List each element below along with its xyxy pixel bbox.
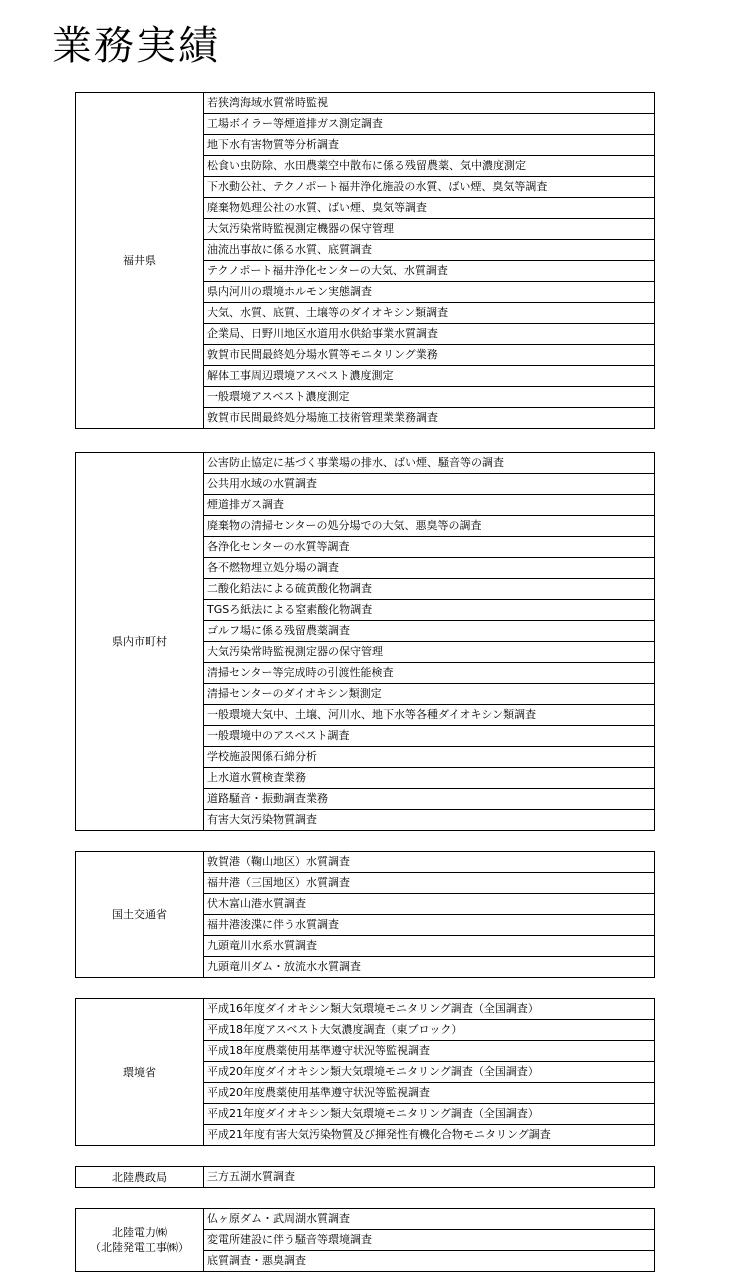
work-item: 一般環境アスベスト濃度測定 (204, 387, 655, 408)
work-item: 煙道排ガス調査 (204, 495, 655, 516)
work-item: 平成18年度農薬使用基準遵守状況等監視調査 (204, 1041, 655, 1062)
work-item: 工場ボイラー等煙道排ガス測定調査 (204, 114, 655, 135)
work-item: 有害大気汚染物質調査 (204, 810, 655, 831)
work-item: 福井港浚渫に伴う水質調査 (204, 915, 655, 936)
work-item: 企業局、日野川地区水道用水供給事業水質調査 (204, 324, 655, 345)
work-item: 解体工事周辺環境アスベスト濃度測定 (204, 366, 655, 387)
work-item: 公共用水域の水質調査 (204, 474, 655, 495)
work-item: 大気汚染常時監視測定機器の保守管理 (204, 219, 655, 240)
work-item: 下水動公社、テクノポート福井浄化施設の水質、ばい煙、臭気等調査 (204, 177, 655, 198)
client-name: 福井県 (76, 93, 204, 429)
client-table (75, 1166, 655, 1188)
client-table (75, 452, 655, 831)
work-item: 一般環境大気中、土壌、河川水、地下水等各種ダイオキシン類調査 (204, 705, 655, 726)
client-table (75, 998, 655, 1146)
work-item: 敦賀市民間最終処分場水質等モニタリング業務 (204, 345, 655, 366)
work-item: 敦賀市民間最終処分場施工技術管理業業務調査 (204, 408, 655, 429)
work-item: 仏ヶ原ダム・武周湖水質調査 (204, 1209, 655, 1230)
client-table (75, 851, 655, 978)
work-item: 廃棄物処理公社の水質、ばい煙、臭気等調査 (204, 198, 655, 219)
work-item: 公害防止協定に基づく事業場の排水、ばい煙、騒音等の調査 (204, 453, 655, 474)
work-item: 変電所建設に伴う騒音等環境調査 (204, 1230, 655, 1251)
work-item: 二酸化鉛法による硫黄酸化物調査 (204, 579, 655, 600)
client-name: 国土交通省 (76, 852, 204, 978)
work-item: 平成21年度ダイオキシン類大気環境モニタリング調査（全国調査） (204, 1104, 655, 1125)
work-item: 廃棄物の清掃センターの処分場での大気、悪臭等の調査 (204, 516, 655, 537)
work-item: 若狭湾海域水質常時監視 (204, 93, 655, 114)
work-item: 平成16年度ダイオキシン類大気環境モニタリング調査（全国調査） (204, 999, 655, 1020)
client-table (75, 92, 655, 429)
work-item: 九頭竜川ダム・放流水水質調査 (204, 957, 655, 978)
client-table (75, 1208, 655, 1272)
work-item: テクノポート福井浄化センターの大気、水質調査 (204, 261, 655, 282)
work-item: 清掃センターのダイオキシン類測定 (204, 684, 655, 705)
work-item: 地下水有害物質等分析調査 (204, 135, 655, 156)
work-item: 学校施設関係石綿分析 (204, 747, 655, 768)
work-item: 清掃センター等完成時の引渡性能検査 (204, 663, 655, 684)
work-item: 大気、水質、底質、土壌等のダイオキシン類調査 (204, 303, 655, 324)
client-name: 北陸電力㈱ （北陸発電工事㈱） (76, 1209, 204, 1272)
table-row (76, 1209, 655, 1230)
work-item: 底質調査・悪臭調査 (204, 1251, 655, 1272)
table-row (76, 999, 655, 1020)
work-item: 平成20年度農薬使用基準遵守状況等監視調査 (204, 1083, 655, 1104)
table-row (76, 93, 655, 114)
work-item: 上水道水質検査業務 (204, 768, 655, 789)
work-item: 平成18年度アスベスト大気濃度調査（東ブロック） (204, 1020, 655, 1041)
work-item: 油流出事故に係る水質、底質調査 (204, 240, 655, 261)
work-item: ゴルフ場に係る残留農薬調査 (204, 621, 655, 642)
work-item: 福井港（三国地区）水質調査 (204, 873, 655, 894)
work-item: 各浄化センターの水質等調査 (204, 537, 655, 558)
table-row (76, 1167, 655, 1188)
table-row (76, 453, 655, 474)
work-item: 道路騒音・振動調査業務 (204, 789, 655, 810)
work-item: 伏木富山港水質調査 (204, 894, 655, 915)
work-item: 敦賀港（鞠山地区）水質調査 (204, 852, 655, 873)
client-name: 北陸農政局 (76, 1167, 204, 1188)
work-item: 一般環境中のアスベスト調査 (204, 726, 655, 747)
page-title: 業務実績 (52, 23, 220, 69)
work-item: 平成21年度有害大気汚染物質及び揮発性有機化合物モニタリング調査 (204, 1125, 655, 1146)
client-name: 環境省 (76, 999, 204, 1146)
work-item: 松食い虫防除、水田農薬空中散布に係る残留農薬、気中濃度測定 (204, 156, 655, 177)
work-item: 九頭竜川水系水質調査 (204, 936, 655, 957)
work-item: 平成20年度ダイオキシン類大気環境モニタリング調査（全国調査） (204, 1062, 655, 1083)
work-item: 県内河川の環境ホルモン実態調査 (204, 282, 655, 303)
work-item: 大気汚染常時監視測定器の保守管理 (204, 642, 655, 663)
work-item: 三方五湖水質調査 (204, 1167, 655, 1188)
work-item: 各不燃物埋立処分場の調査 (204, 558, 655, 579)
table-row (76, 852, 655, 873)
client-name: 県内市町村 (76, 453, 204, 831)
work-item: TGSろ紙法による窒素酸化物調査 (204, 600, 655, 621)
